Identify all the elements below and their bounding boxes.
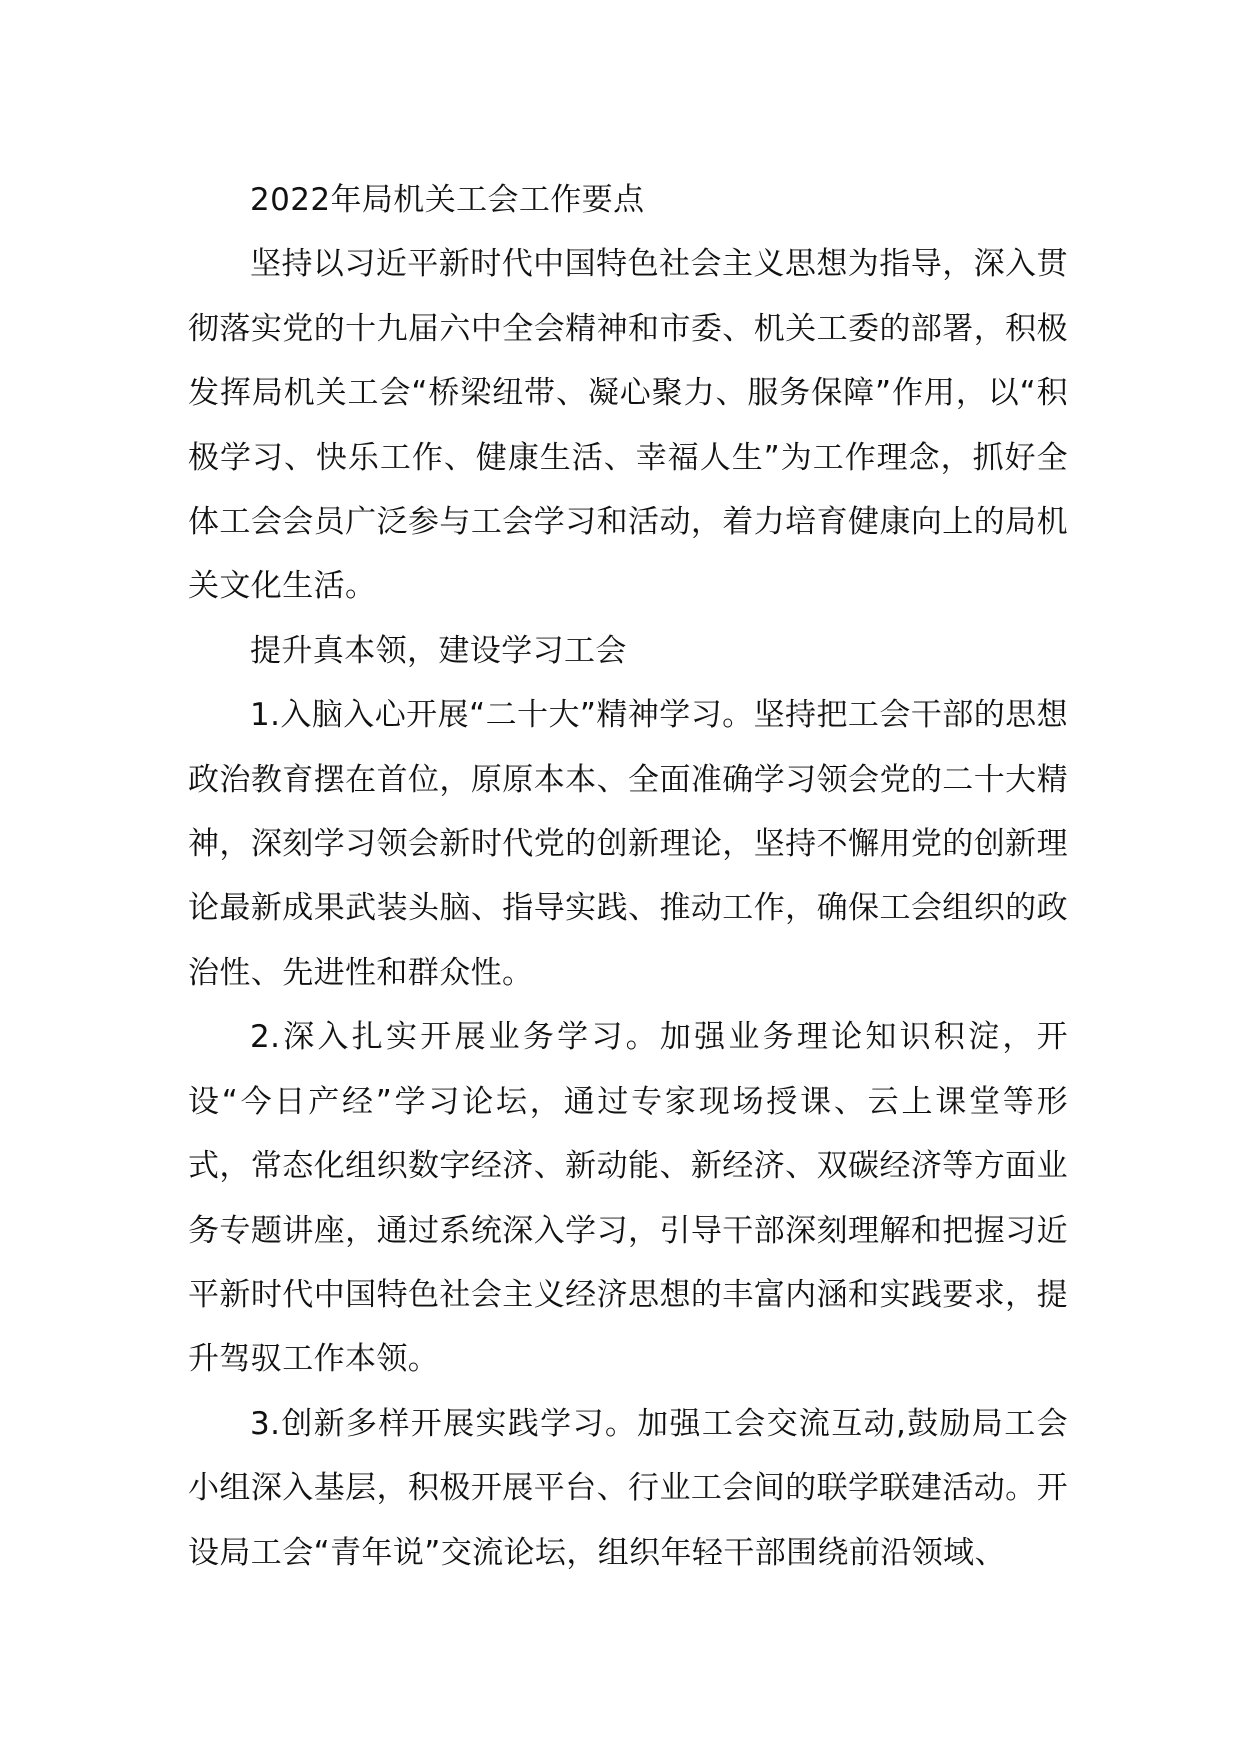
document-title: 2022年局机关工会工作要点 [250,182,645,218]
item-3-paragraph: 3.创新多样开展实践学习。加强工会交流互动,鼓励局工会小组深入基层，积极开展平台、行业工会间的联学联建活动。开设局工会“青年说”交流论坛，组织年轻干部围绕前沿领域、 [188,1405,1068,1571]
document-body [188,168,1068,1585]
item-2-paragraph: 2.深入扎实开展业务学习。加强业务理论知识积淀，开设“今日产经”学习论坛，通过专家现场授课、云上课堂等形式，常态化组织数字经济、新动能、新经济、双碳经济等方面业务专题讲座，通过系统深入学习，引导干部深刻理解和把握习近平新时代中国特色社会主义经济思想的丰富内涵和实践要求，提升驾驭工作本领。 [188,1019,1068,1378]
item-1-paragraph: 1.入脑入心开展“二十大”精神学习。坚持把工会干部的思想政治教育摆在首位，原原本本、全面准确学习领会党的二十大精神，深刻学习领会新时代党的创新理论，坚持不懈用党的创新理论最新成果武装头脑、指导实践、推动工作，确保工会组织的政治性、先进性和群众性。 [188,697,1068,991]
intro-paragraph: 坚持以习近平新时代中国特色社会主义思想为指导，深入贯彻落实党的十九届六中全会精神和市委、机关工委的部署，积极发挥局机关工会“桥梁纽带、凝心聚力、服务保障”作用，以“积极学习、快乐工作、健康生活、幸福人生”为工作理念，抓好全体工会会员广泛参与工会学习和活动，着力培育健康向上的局机关文化生活。 [188,246,1068,605]
section-heading: 提升真本领，建设学习工会 [250,632,627,669]
